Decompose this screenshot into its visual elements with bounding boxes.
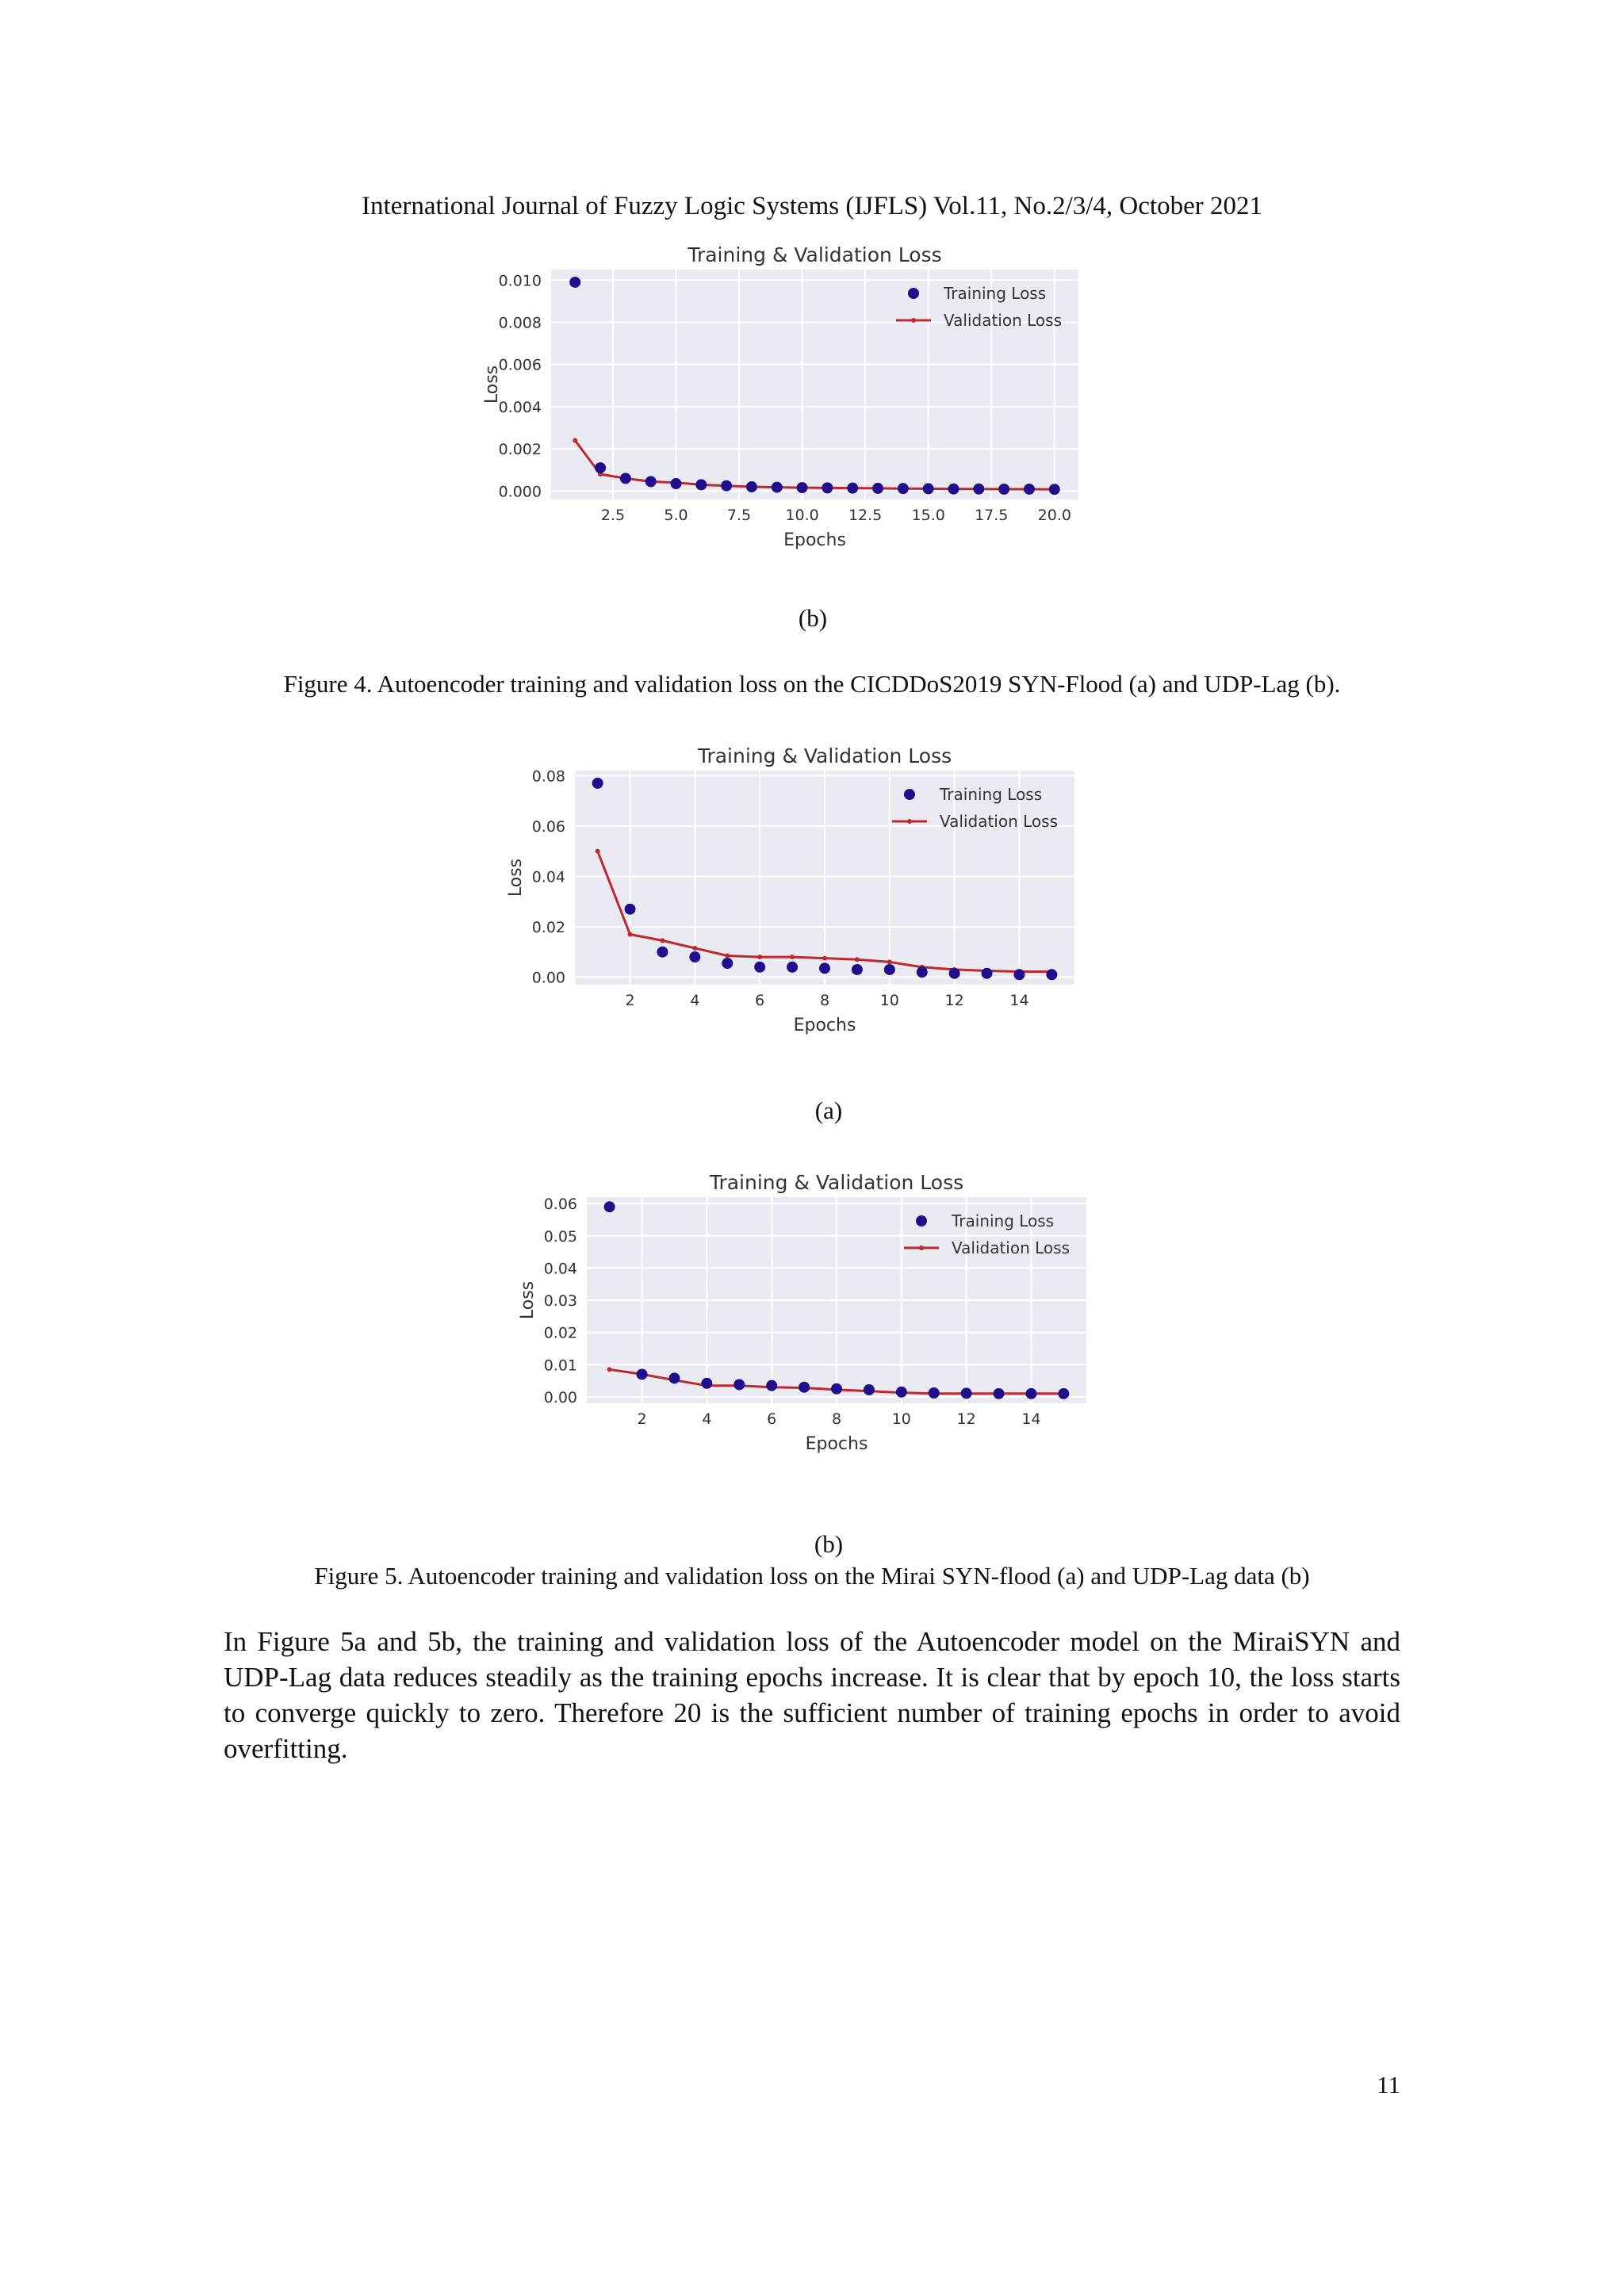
training-loss-point bbox=[898, 483, 909, 494]
journal-header: International Journal of Fuzzy Logic Systems (IJFLS) Vol.11, No.2/3/4, October 2021 bbox=[362, 192, 1262, 220]
training-loss-point bbox=[592, 778, 603, 789]
training-loss-point bbox=[645, 476, 657, 487]
training-loss-point bbox=[671, 478, 682, 489]
training-loss-point bbox=[625, 904, 636, 915]
training-loss-point bbox=[701, 1378, 712, 1389]
y-tick-label: 0.06 bbox=[543, 1196, 577, 1214]
y-axis-label: Loss bbox=[518, 1280, 538, 1320]
chart-fig5b bbox=[508, 1165, 1110, 1522]
y-tick-label: 0.000 bbox=[498, 483, 542, 501]
body-paragraph: In Figure 5a and 5b, the training and validation loss of the Autoencoder model on the MiraiSYN and UDP-Lag data reduces steadily as the training epochs increase. It is clear that by epoch 10, the loss starts to converge quickly to zero. Therefore 20 is the sufficient number of training epochs in order to avoid overfitting. bbox=[224, 1626, 1400, 1764]
training-loss-point bbox=[746, 481, 757, 492]
fig4-caption: Figure 4. Autoencoder training and validation loss on the CICDDoS2019 SYN-Flood (a) and UDP-Lag (b). bbox=[283, 670, 1341, 698]
training-loss-point bbox=[872, 483, 883, 494]
x-tick-label: 17.5 bbox=[975, 507, 1009, 524]
training-loss-point bbox=[604, 1201, 615, 1212]
training-loss-point bbox=[595, 462, 606, 473]
chart-title: Training & Validation Loss bbox=[697, 744, 952, 767]
validation-loss-marker bbox=[790, 955, 795, 959]
training-loss-point bbox=[884, 964, 895, 975]
legend-validation-label: Validation Loss bbox=[940, 812, 1058, 831]
x-tick-label: 2 bbox=[637, 1410, 647, 1428]
validation-loss-marker bbox=[596, 849, 600, 854]
x-tick-label: 12 bbox=[956, 1410, 976, 1428]
x-tick-label: 6 bbox=[755, 992, 765, 1009]
chart-fig5a bbox=[500, 739, 1102, 1096]
fig5-sublabel-a: (a) bbox=[814, 1096, 843, 1124]
y-tick-label: 0.01 bbox=[543, 1357, 577, 1375]
legend-training-label: Training Loss bbox=[952, 1211, 1055, 1230]
training-loss-point bbox=[689, 951, 700, 962]
training-loss-point bbox=[998, 484, 1009, 495]
training-loss-point bbox=[822, 482, 833, 493]
fig5-caption: Figure 5. Autoencoder training and validation loss on the Mirai SYN-flood (a) and UDP-Lag data (b) bbox=[314, 1562, 1310, 1590]
y-tick-label: 0.006 bbox=[498, 356, 542, 374]
validation-loss-marker bbox=[628, 932, 633, 936]
y-tick-label: 0.02 bbox=[531, 918, 565, 936]
y-axis-label: Loss bbox=[482, 365, 502, 404]
training-loss-point bbox=[766, 1380, 777, 1391]
x-tick-label: 8 bbox=[819, 992, 830, 1009]
training-loss-point bbox=[1046, 969, 1057, 980]
x-axis-label: Epochs bbox=[793, 1016, 856, 1035]
x-tick-label: 14 bbox=[1021, 1410, 1041, 1428]
y-tick-label: 0.004 bbox=[498, 398, 542, 416]
x-tick-label: 10 bbox=[891, 1410, 911, 1428]
x-tick-label: 12 bbox=[944, 992, 964, 1009]
y-tick-label: 0.04 bbox=[543, 1260, 577, 1278]
y-tick-label: 0.02 bbox=[543, 1324, 577, 1342]
training-loss-point bbox=[772, 482, 783, 493]
validation-loss-marker bbox=[725, 953, 730, 958]
y-tick-label: 0.03 bbox=[543, 1292, 577, 1310]
training-loss-point bbox=[819, 962, 830, 974]
y-tick-label: 0.04 bbox=[531, 868, 565, 886]
x-tick-label: 4 bbox=[702, 1410, 712, 1428]
training-loss-point bbox=[917, 966, 928, 978]
training-loss-point bbox=[994, 1388, 1005, 1399]
y-tick-label: 0.002 bbox=[498, 441, 542, 459]
validation-loss-marker bbox=[757, 955, 762, 959]
legend-validation-label: Validation Loss bbox=[944, 311, 1062, 330]
legend-training-marker bbox=[908, 288, 919, 299]
validation-loss-marker bbox=[573, 438, 577, 443]
training-loss-point bbox=[799, 1382, 810, 1393]
legend-validation-marker bbox=[911, 318, 916, 323]
x-axis-label: Epochs bbox=[805, 1434, 868, 1454]
x-tick-label: 8 bbox=[831, 1410, 842, 1428]
x-tick-label: 2.5 bbox=[600, 507, 626, 524]
x-tick-label: 10.0 bbox=[785, 507, 819, 524]
chart-title: Training & Validation Loss bbox=[688, 243, 942, 266]
x-tick-label: 10 bbox=[879, 992, 899, 1009]
training-loss-point bbox=[973, 484, 984, 495]
training-loss-point bbox=[569, 277, 580, 288]
validation-loss-marker bbox=[660, 938, 665, 943]
training-loss-point bbox=[695, 479, 707, 490]
fig5-sublabel-b: (b) bbox=[814, 1530, 844, 1558]
x-tick-label: 5.0 bbox=[664, 507, 688, 524]
chart-fig4b bbox=[482, 238, 1114, 610]
training-loss-point bbox=[1025, 1388, 1036, 1399]
training-loss-point bbox=[722, 958, 733, 969]
training-loss-point bbox=[787, 962, 798, 973]
y-tick-label: 0.008 bbox=[498, 314, 542, 332]
legend-validation-marker bbox=[907, 819, 912, 824]
training-loss-point bbox=[668, 1372, 680, 1383]
training-loss-point bbox=[754, 962, 765, 973]
y-tick-label: 0.010 bbox=[498, 272, 542, 290]
chart-title: Training & Validation Loss bbox=[709, 1171, 964, 1194]
x-tick-label: 20.0 bbox=[1037, 507, 1071, 524]
training-loss-point bbox=[1049, 484, 1060, 495]
validation-loss-marker bbox=[855, 957, 860, 962]
validation-loss-marker bbox=[822, 956, 827, 961]
x-tick-label: 2 bbox=[625, 992, 635, 1009]
legend-training-marker bbox=[904, 789, 915, 800]
validation-loss-marker bbox=[887, 959, 892, 964]
training-loss-point bbox=[620, 473, 631, 484]
training-loss-point bbox=[721, 480, 732, 492]
validation-loss-marker bbox=[692, 946, 697, 951]
x-tick-label: 15.0 bbox=[911, 507, 945, 524]
legend-training-marker bbox=[916, 1215, 927, 1226]
page-number: 11 bbox=[1377, 2071, 1400, 2099]
training-loss-point bbox=[852, 964, 863, 975]
x-tick-label: 14 bbox=[1009, 992, 1029, 1009]
training-loss-point bbox=[637, 1368, 648, 1380]
training-loss-point bbox=[923, 483, 934, 494]
y-tick-label: 0.00 bbox=[531, 969, 565, 987]
y-tick-label: 0.05 bbox=[543, 1227, 577, 1246]
training-loss-point bbox=[896, 1387, 907, 1398]
x-tick-label: 4 bbox=[690, 992, 700, 1009]
y-tick-label: 0.08 bbox=[531, 767, 565, 786]
y-tick-label: 0.00 bbox=[543, 1388, 577, 1406]
training-loss-point bbox=[1013, 969, 1025, 980]
legend-validation-label: Validation Loss bbox=[952, 1238, 1070, 1257]
training-loss-point bbox=[948, 484, 959, 495]
training-loss-point bbox=[929, 1387, 940, 1399]
training-loss-point bbox=[949, 968, 960, 979]
x-axis-label: Epochs bbox=[783, 530, 846, 550]
x-tick-label: 6 bbox=[767, 1410, 777, 1428]
y-axis-label: Loss bbox=[506, 858, 526, 897]
validation-loss-marker bbox=[607, 1367, 612, 1372]
training-loss-point bbox=[1024, 484, 1035, 495]
legend-validation-marker bbox=[919, 1246, 924, 1250]
plot-area bbox=[551, 270, 1078, 499]
training-loss-point bbox=[831, 1383, 842, 1395]
fig4-sublabel-b: (b) bbox=[798, 604, 828, 632]
training-loss-point bbox=[864, 1384, 875, 1395]
training-loss-point bbox=[982, 968, 993, 979]
legend-training-label: Training Loss bbox=[944, 284, 1047, 303]
y-tick-label: 0.06 bbox=[531, 817, 565, 836]
training-loss-point bbox=[1058, 1388, 1069, 1399]
x-tick-label: 12.5 bbox=[848, 507, 883, 524]
legend-training-label: Training Loss bbox=[940, 785, 1043, 804]
training-loss-point bbox=[847, 483, 858, 494]
training-loss-point bbox=[961, 1387, 972, 1399]
training-loss-point bbox=[733, 1379, 745, 1390]
training-loss-point bbox=[657, 947, 668, 958]
training-loss-point bbox=[797, 482, 808, 493]
x-tick-label: 7.5 bbox=[726, 507, 752, 524]
